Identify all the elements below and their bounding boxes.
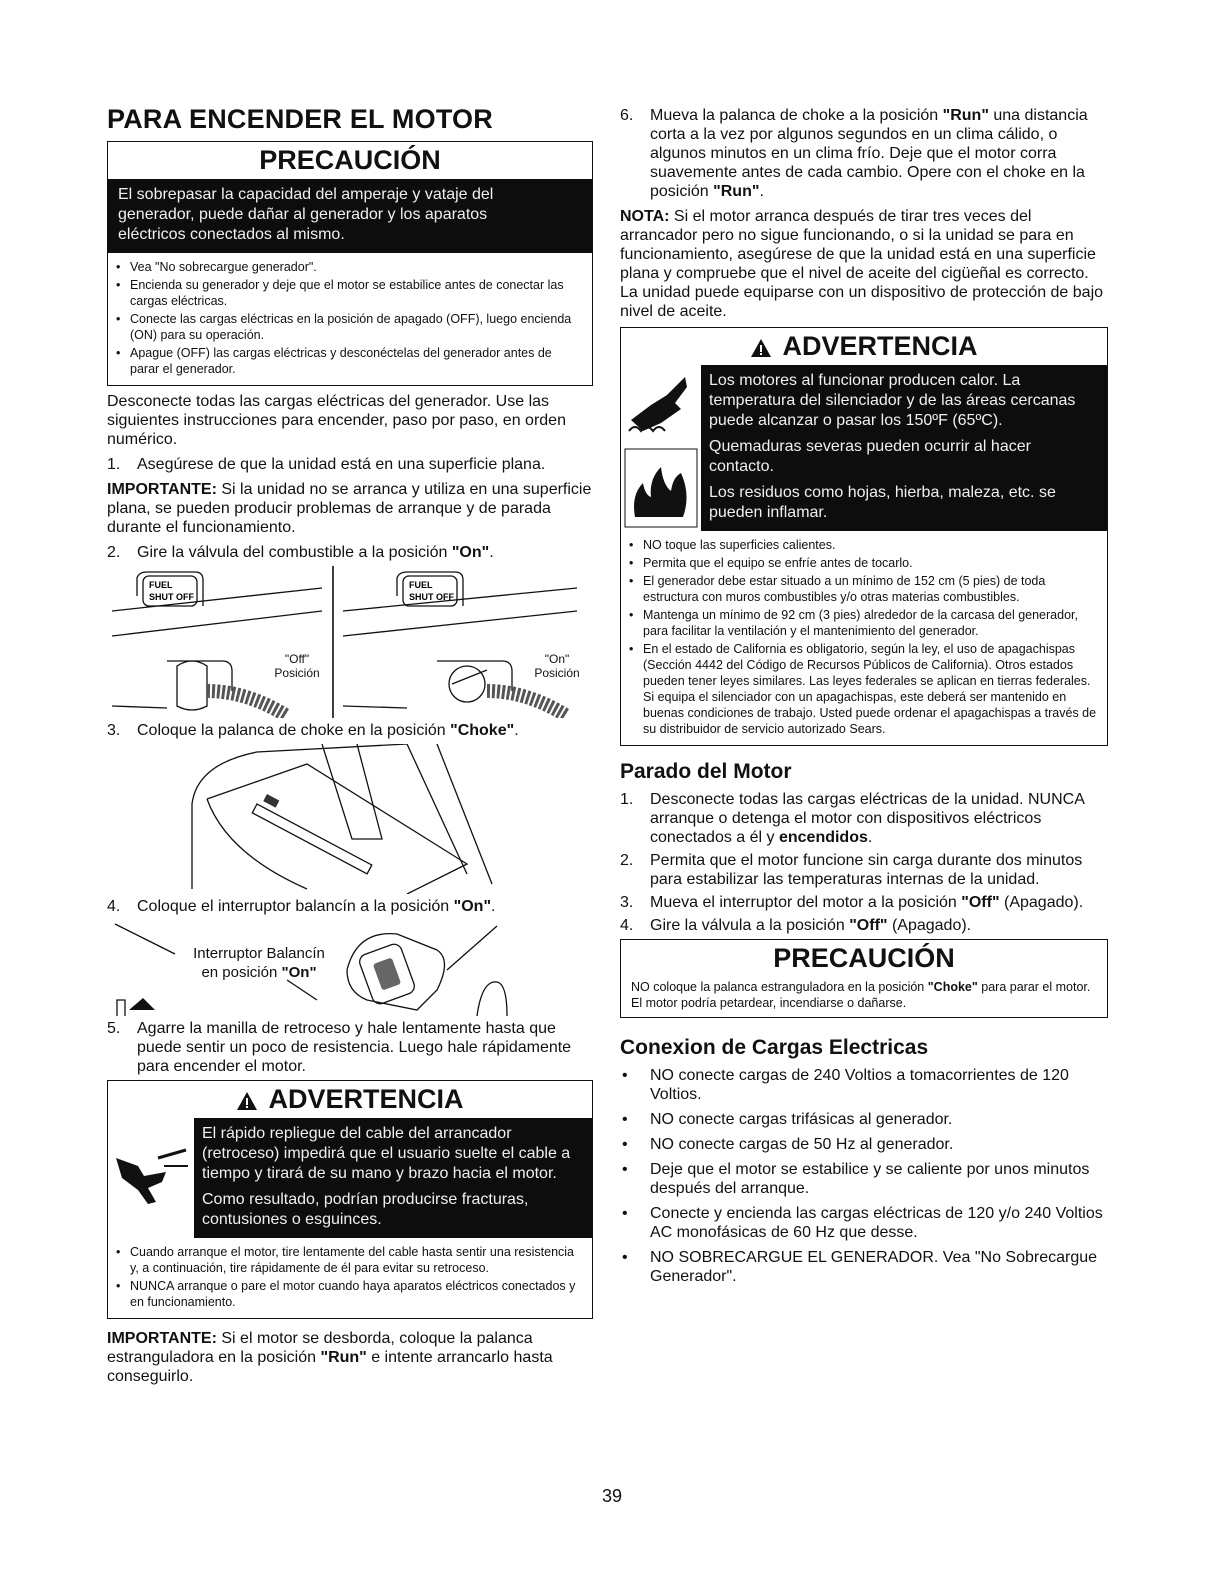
step-text-part: Mueva la palanca de choke a la posición <box>650 107 943 124</box>
left-column <box>107 100 593 1392</box>
step-text <box>650 106 1108 201</box>
caution-item: • Conecte las cargas eléctricas en la posición de apagado (OFF), luego encienda (ON) para su operación. <box>116 311 584 343</box>
step-5 <box>107 1019 593 1076</box>
nota-text: Si el motor arranca después de tirar tres veces del arrancador pero no sigue funcionando, o si la unidad se para en funcionamiento, asegúrese de que la unidad está en una superficie plana y compruebe que el nivel de aceite del cigüeñal es correcto. La unidad puede equiparse con un dispositivo de protección de bajo nivel de aceite. <box>620 208 1104 320</box>
caution-title: PRECAUCIÓN <box>773 943 955 973</box>
conexion-heading: Conexion de Cargas Electricas <box>620 1036 929 1059</box>
warning-box-heat <box>620 327 1108 746</box>
warning-item: • NO toque las superficies calientes. <box>629 537 1099 553</box>
step-text-part: Gire la válvula a la posición <box>650 917 850 934</box>
warning-line: puede alcanzar o pasar los 150ºF (65ºC). <box>709 412 1003 429</box>
step-number: 2. <box>620 852 634 869</box>
warning-title <box>621 328 1107 365</box>
step-number: 1. <box>107 456 121 473</box>
caption-part: en posición <box>201 964 282 981</box>
step-text-part: Gire la válvula del combustible a la posición <box>137 544 452 561</box>
importante-bold: "Run" <box>320 1349 367 1366</box>
step-number: 1. <box>620 791 634 808</box>
warning-title <box>108 1081 592 1118</box>
parado-step <box>620 851 1108 889</box>
warning-item: • NUNCA arranque o pare el motor cuando haya aparatos eléctricos conectados y en funcionamiento. <box>116 1278 584 1310</box>
conexion-item: • Deje que el motor se estabilice y se caliente por unos minutos después del arranque. <box>620 1160 1108 1198</box>
warning-icon-panel <box>621 365 701 531</box>
step-3 <box>107 721 593 740</box>
warning-line: contusiones o esguinces. <box>202 1211 382 1228</box>
importante-paragraph <box>107 480 593 537</box>
right-column <box>620 106 1108 1292</box>
nota-paragraph <box>620 207 1108 321</box>
page-number: 39 <box>601 1486 623 1506</box>
step-1 <box>107 455 593 474</box>
caution-text-part: NO coloque la palanca estranguladora en la posición <box>631 980 928 994</box>
importante-text: Si el motor se desborda, coloque la palanca estranguladora en la posición <box>107 1330 533 1366</box>
warning-icon-panel <box>108 1118 194 1238</box>
warning-box-recoil <box>107 1080 593 1319</box>
step-text-part: (Apagado). <box>999 894 1084 911</box>
nota-label: NOTA: <box>620 208 670 225</box>
hot-surface-icon <box>621 365 701 445</box>
parado-heading: Parado del Motor <box>620 760 792 783</box>
step-number: 5. <box>107 1020 121 1037</box>
section-title: PARA ENCENDER EL MOTOR <box>107 104 493 134</box>
step-number: 4. <box>620 917 634 934</box>
step-text: Permita que el motor funcione sin carga durante dos minutos para estabilizar las temperaturas internas de la unidad. <box>650 852 1083 888</box>
step-text-part: . <box>489 544 494 561</box>
caption-line: Posición <box>534 666 580 680</box>
step-text-part: Coloque la palanca de choke en la posición <box>137 722 451 739</box>
caption-line: "On" <box>544 652 570 666</box>
warning-dark-band <box>621 365 1107 531</box>
parado-step <box>620 790 1108 847</box>
step-text-part: . <box>759 183 764 200</box>
parado-step <box>620 916 1108 935</box>
step-text-part: . <box>867 829 873 846</box>
step-text-bold: encendidos <box>778 829 868 846</box>
step-2 <box>107 543 593 562</box>
conexion-item: • NO conecte cargas trifásicas al generador. <box>620 1110 1108 1129</box>
caption-bold: "On" <box>281 964 317 981</box>
fuel-valve-icon <box>107 566 593 718</box>
importante-paragraph-2 <box>107 1329 593 1386</box>
conexion-list <box>620 1066 1108 1286</box>
caution-box <box>107 141 593 386</box>
fuel-label-bottom: SHUT OFF <box>409 592 454 602</box>
warning-item: • El generador debe estar situado a un mínimo de 152 cm (5 pies) de toda estructura con muros combustibles y/o otras materias combustibles. <box>629 573 1099 605</box>
caption-line: Interruptor Balancín <box>193 945 325 962</box>
warning-text <box>194 1118 592 1238</box>
importante-text: e intente arrancarlo hasta conseguirlo. <box>107 1349 553 1385</box>
warning-title-text: ADVERTENCIA <box>268 1084 464 1114</box>
step-text-part: (Apagado). <box>887 917 972 934</box>
conexion-item: • NO conecte cargas de 240 Voltios a tomacorrientes de 120 Voltios. <box>620 1066 1108 1104</box>
warning-item: • Permita que el equipo se enfríe antes de tocarlo. <box>629 555 1099 571</box>
recoil-hand-icon <box>108 1118 194 1218</box>
conexion-item: • Conecte y encienda las cargas eléctricas de 120 y/o 240 Voltios AC monofásicas de 60 Hz que desse. <box>620 1204 1108 1242</box>
caution-list <box>108 253 592 385</box>
importante-label: IMPORTANTE: <box>107 481 217 498</box>
step-number: 4. <box>107 898 121 915</box>
step-text-bold: "On" <box>453 898 492 915</box>
intro-paragraph: Desconecte todas las cargas eléctricas del generador. Use las siguientes instrucciones para encender, paso por paso, en orden numérico. <box>107 393 566 448</box>
step-text-part: una distancia corta a la vez por algunos segundos en un clima cálido, o algunos minutos en un clima frío. Deje que el motor corra suavemente antes de cada cambio. Opere con el choke en la posición <box>650 107 1088 200</box>
fuel-label-bottom: SHUT OFF <box>149 592 194 602</box>
step-text <box>137 721 593 740</box>
step-6 <box>620 106 1108 201</box>
rocker-switch-figure <box>107 920 593 1016</box>
caution-item: • Vea "No sobrecargue generador". <box>116 259 584 275</box>
step-text-bold: "Run" <box>942 107 989 124</box>
caution-title: PRECAUCIÓN <box>259 145 441 175</box>
importante-label: IMPORTANTE: <box>107 1330 217 1347</box>
step-text-bold: "Off" <box>961 894 1000 911</box>
warning-item: • Mantenga un mínimo de 92 cm (3 pies) alrededor de la carcasa del generador, para facilitar la ventilación y el mantenimiento del generador. <box>629 607 1099 639</box>
step-text-part: Coloque el interruptor balancín a la posición <box>137 898 454 915</box>
caution-line: generador, puede dañar al generador y los aparatos <box>118 206 488 223</box>
warning-line: contacto. <box>709 458 774 475</box>
fuel-valve-figure <box>107 566 593 718</box>
step-text <box>650 916 1108 935</box>
step-number: 6. <box>620 107 634 124</box>
caution-line: eléctricos conectados al mismo. <box>118 226 345 243</box>
step-text <box>137 897 593 916</box>
conexion-item: • NO conecte cargas de 50 Hz al generador. <box>620 1135 1108 1154</box>
warning-line: pueden inflamar. <box>709 504 828 521</box>
warning-line: Los motores al funcionar producen calor. La <box>709 372 1021 389</box>
importante-text: Si la unidad no se arranca y utiliza en una superficie plana, se pueden producir problemas de arranque y de parada durante el funcionamiento. <box>107 481 592 536</box>
step-text-bold: "On" <box>451 544 490 561</box>
step-text-part: . <box>514 722 519 739</box>
caption-line: "Off" <box>284 652 310 666</box>
fuel-label-top: FUEL <box>409 580 433 590</box>
step-text-bold: "Choke" <box>450 722 515 739</box>
warning-line: El rápido repliegue del cable del arrancador <box>202 1125 512 1142</box>
warning-item: • En el estado de California es obligatorio, según la ley, el uso de apagachispas (Sección 4442 del Código de Recursos Públicos de California). Otros estados pueden tener leyes similares. Las leyes federales se aplican en tierras federales. Si equipa el silenciador con un apagachispas, este deberá ser mantenido en buenas condiciones de trabajo. Usted puede ordenar el apagachispas a través de su distribuidor de servicio autorizado Sears. <box>629 641 1099 737</box>
fire-icon <box>621 445 701 531</box>
step-text: Asegúrese de que la unidad está en una superficie plana. <box>137 456 546 473</box>
step-text-bold: "Run" <box>713 183 760 200</box>
step-text-bold: "Off" <box>849 917 888 934</box>
step-text: Agarre la manilla de retroceso y hale lentamente hasta que puede sentir un poco de resistencia. Luego hale rápidamente para encender el motor. <box>137 1020 572 1075</box>
caution-item: • Encienda su generador y deje que el motor se estabilice antes de conectar las cargas eléctricas. <box>116 277 584 309</box>
warning-triangle-icon <box>750 338 772 358</box>
caution-text <box>621 977 1107 1017</box>
off-position-caption <box>267 652 327 680</box>
caption-line <box>169 963 349 982</box>
choke-lever-icon <box>107 744 593 894</box>
warning-line: (retroceso) impedirá que el usuario suelte el cable a <box>202 1145 571 1162</box>
caution-box-stop <box>620 939 1108 1018</box>
caution-line: El sobrepasar la capacidad del amperaje y vataje del <box>118 186 494 203</box>
step-text <box>650 893 1108 912</box>
warning-line: Quemaduras severas pueden ocurrir al hacer <box>709 438 1031 455</box>
on-position-caption <box>527 652 587 680</box>
step-text-part: . <box>491 898 496 915</box>
warning-dark-band <box>108 1118 592 1238</box>
warning-line: tiempo y tirará de su mano y brazo hacia el motor. <box>202 1165 557 1182</box>
parado-step <box>620 893 1108 912</box>
conexion-item: • NO SOBRECARGUE EL GENERADOR. Vea "No Sobrecargue Generador". <box>620 1248 1108 1286</box>
rocker-switch-caption <box>169 944 349 982</box>
warning-list <box>621 531 1107 745</box>
step-text-part: Desconecte todas las cargas eléctricas de la unidad. NUNCA arranque o detenga el motor con dispositivos eléctricos conectados a él y <box>650 791 1084 846</box>
warning-title-text: ADVERTENCIA <box>782 331 978 361</box>
warning-line: Los residuos como hojas, hierba, maleza, etc. se <box>709 484 1056 501</box>
caution-dark-band <box>108 179 592 253</box>
warning-line: temperatura del silenciador y de las áreas cercanas <box>709 392 1076 409</box>
choke-figure <box>107 744 593 894</box>
step-text <box>650 790 1108 847</box>
warning-item: • Cuando arranque el motor, tire lentamente del cable hasta sentir una resistencia y, a continuación, tire rápidamente de él para evitar su retroceso. <box>116 1244 584 1276</box>
warning-triangle-icon <box>236 1091 258 1111</box>
caution-text-bold: "Choke" <box>927 980 978 994</box>
step-text <box>137 543 593 562</box>
step-number: 2. <box>107 544 121 561</box>
warning-line: Como resultado, podrían producirse fracturas, <box>202 1191 529 1208</box>
warning-list <box>108 1238 592 1318</box>
fuel-label-top: FUEL <box>149 580 173 590</box>
caution-item: • Apague (OFF) las cargas eléctricas y desconéctelas del generador antes de parar el generador. <box>116 345 584 377</box>
step-number: 3. <box>620 894 634 911</box>
step-number: 3. <box>107 722 121 739</box>
step-4 <box>107 897 593 916</box>
caution-text-part: para parar el motor. El motor podría petardear, incendiarse o dañarse. <box>631 980 1091 1010</box>
step-text-part: Mueva el interruptor del motor a la posición <box>650 894 962 911</box>
warning-text <box>701 365 1107 531</box>
caption-line: Posición <box>274 666 320 680</box>
